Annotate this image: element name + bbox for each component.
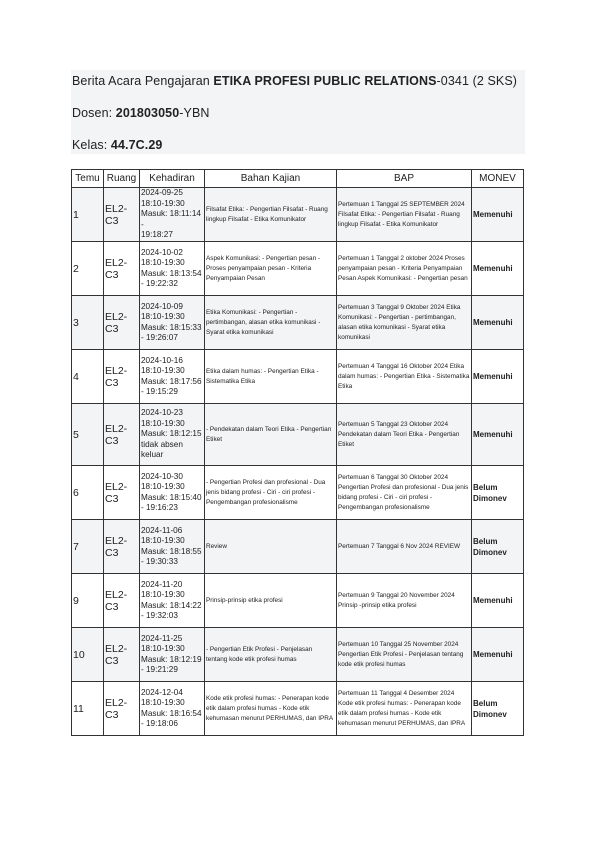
column-header-bahan-kajian: Bahan Kajian	[205, 170, 337, 188]
attendance-cell: 2024-10-23 18:10-19:30 Masuk: 18:12:15 tidak absen keluar	[140, 404, 205, 466]
course-title-prefix: Berita Acara Pengajaran	[72, 74, 214, 88]
attendance-cell: 2024-11-06 18:10-19:30 Masuk: 18:18:55 - 19:30:33	[140, 520, 205, 574]
monev-status-cell: Memenuhi	[472, 404, 524, 466]
meeting-number-cell: 7	[72, 520, 104, 574]
class-label: Kelas:	[72, 138, 111, 152]
column-header-kehadiran: Kehadiran	[140, 170, 205, 188]
room-cell: EL2-C3	[104, 682, 140, 736]
teaching-record-cell: Pertemuan 5 Tanggal 23 Oktober 2024 Pendekatan dalam Teori Etika - Pengertian Etiket	[337, 404, 472, 466]
table-row	[72, 574, 524, 628]
study-material-cell: Filsafat Etika: - Pengertian Filsafat - Ruang lingkup Filsafat - Etika Komunikator	[205, 188, 337, 242]
study-material-cell: Prinsip-prinsip etika profesi	[205, 574, 337, 628]
teaching-record-cell: Pertemuan 1 Tanggal 25 SEPTEMBER 2024 Filsafat Etika: - Pengertian Filsafat - Ruang lingkup Filsafat - Etika Komunikator	[337, 188, 472, 242]
meeting-number-cell: 3	[72, 296, 104, 350]
room-cell: EL2-C3	[104, 242, 140, 296]
table-row	[72, 404, 524, 466]
document-header	[71, 70, 525, 154]
room-cell: EL2-C3	[104, 404, 140, 466]
table-row	[72, 682, 524, 736]
table-row	[72, 466, 524, 520]
study-material-cell: Kode etik profesi humas: - Penerapan kode etik dalam profesi humas - Kode etik kehumasan menurut PERHUMAS, dan IPRA	[205, 682, 337, 736]
teaching-record-cell: Pertemuan 9 Tanggal 20 November 2024 Prinsip -prinsip etika profesi	[337, 574, 472, 628]
meeting-number-cell: 2	[72, 242, 104, 296]
room-cell: EL2-C3	[104, 628, 140, 682]
teaching-record-cell: Pertemuan 10 Tanggal 25 November 2024 Pengertian Etik Profesi - Penjelasan tentang kode etik profesi humas	[337, 628, 472, 682]
meeting-number-cell: 11	[72, 682, 104, 736]
column-header-monev: MONEV	[472, 170, 524, 188]
table-row	[72, 242, 524, 296]
study-material-cell: Etika Komunikasi: - Pengertian - pertimbangan, alasan etika komunikasi - Syarat etika komunikasi	[205, 296, 337, 350]
course-code-sks: -0341 (2 SKS)	[436, 74, 518, 88]
table-row	[72, 188, 524, 242]
study-material-cell: Aspek Komunikasi: - Pengertian pesan - Proses penyampaian pesan - Kriteria Penyampaian Pesan	[205, 242, 337, 296]
table-row	[72, 628, 524, 682]
class-value: 44.7C.29	[110, 138, 163, 152]
lecturer-line	[72, 106, 210, 120]
room-cell: EL2-C3	[104, 520, 140, 574]
attendance-cell: 2024-10-02 18:10-19:30 Masuk: 18:13:54 - 19:22:32	[140, 242, 205, 296]
meeting-number-cell: 1	[72, 188, 104, 242]
table-header-row	[72, 170, 524, 188]
meeting-number-cell: 4	[72, 350, 104, 404]
teaching-record-cell: Pertemuan 6 Tanggal 30 Oktober 2024 Pengertian Profesi dan profesional - Dua jenis bidang profesi - Ciri - ciri profesi - Pengembangan profesionalisme	[337, 466, 472, 520]
teaching-record-cell: Pertemuan 4 Tanggal 16 Oktober 2024 Etika dalam humas: - Pengertian Etika - Sistematika Etika	[337, 350, 472, 404]
monev-status-cell: Memenuhi	[472, 296, 524, 350]
teaching-record-table	[71, 169, 524, 736]
room-cell: EL2-C3	[104, 188, 140, 242]
meeting-number-cell: 6	[72, 466, 104, 520]
room-cell: EL2-C3	[104, 296, 140, 350]
attendance-cell: 2024-10-30 18:10-19:30 Masuk: 18:15:40 - 19:16:23	[140, 466, 205, 520]
table-row	[72, 296, 524, 350]
study-material-cell: Review	[205, 520, 337, 574]
attendance-cell: 2024-10-16 18:10-19:30 Masuk: 18:17:56 - 19:15:29	[140, 350, 205, 404]
teaching-record-cell: Pertemuan 1 Tanggal 2 oktober 2024 Proses penyampaian pesan - Kriteria Penyampaian Pesan Aspek Komunikasi: - Pengertian pesan	[337, 242, 472, 296]
monev-status-cell: Memenuhi	[472, 188, 524, 242]
class-line	[72, 138, 162, 152]
monev-status-cell: Memenuhi	[472, 242, 524, 296]
attendance-cell: 2024-11-25 18:10-19:30 Masuk: 18:12:19 - 19:21:29	[140, 628, 205, 682]
meeting-number-cell: 10	[72, 628, 104, 682]
monev-status-cell: Belum Dimonev	[472, 466, 524, 520]
room-cell: EL2-C3	[104, 574, 140, 628]
study-material-cell: - Pengertian Profesi dan profesional - Dua jenis bidang profesi - Ciri - ciri profesi - Pengembangan profesionalisme	[205, 466, 337, 520]
lecturer-code: -YBN	[179, 106, 210, 120]
column-header-temu: Temu	[72, 170, 104, 188]
teaching-record-cell: Pertemuan 11 Tanggal 4 Desember 2024 Kode etik profesi humas: - Penerapan kode etik dalam profesi humas - Kode etik kehumasan menurut PERHUMAS, dan IPRA	[337, 682, 472, 736]
study-material-cell: Etika dalam humas: - Pengertian Etika - Sistematika Etika	[205, 350, 337, 404]
teaching-record-cell: Pertemuan 7 Tanggal 6 Nov 2024 REVIEW	[337, 520, 472, 574]
table-row	[72, 520, 524, 574]
monev-status-cell: Memenuhi	[472, 628, 524, 682]
room-cell: EL2-C3	[104, 350, 140, 404]
meeting-number-cell: 9	[72, 574, 104, 628]
monev-status-cell: Belum Dimonev	[472, 520, 524, 574]
lecturer-id: 201803050	[115, 106, 180, 120]
monev-status-cell: Memenuhi	[472, 574, 524, 628]
study-material-cell: - Pengertian Etik Profesi - Penjelasan tentang kode etik profesi humas	[205, 628, 337, 682]
lecturer-label: Dosen:	[72, 106, 116, 120]
attendance-cell: 2024-10-09 18:10-19:30 Masuk: 18:15:33 - 19:26:07	[140, 296, 205, 350]
attendance-cell: 2024-11-20 18:10-19:30 Masuk: 18:14:22 - 19:32:03	[140, 574, 205, 628]
monev-status-cell: Belum Dimonev	[472, 682, 524, 736]
attendance-cell: 2024-09-25 18:10-19:30 Masuk: 18:11:14 - 19:18:27	[140, 188, 205, 242]
meeting-number-cell: 5	[72, 404, 104, 466]
room-cell: EL2-C3	[104, 466, 140, 520]
teaching-record-cell: Pertemuan 3 Tanggal 9 Oktober 2024 Etika Komunikasi: - Pengertian - pertimbangan, alasan etika komunikasi - Syarat etika komunikasi	[337, 296, 472, 350]
monev-status-cell: Memenuhi	[472, 350, 524, 404]
column-header-bap: BAP	[337, 170, 472, 188]
course-name: ETIKA PROFESI PUBLIC RELATIONS	[213, 74, 437, 88]
column-header-ruang: Ruang	[104, 170, 140, 188]
course-title-line	[72, 74, 517, 88]
study-material-cell: - Pendekatan dalam Teori Etika - Pengertian Etiket	[205, 404, 337, 466]
table-row	[72, 350, 524, 404]
attendance-cell: 2024-12-04 18:10-19:30 Masuk: 18:16:54 - 19:18:06	[140, 682, 205, 736]
